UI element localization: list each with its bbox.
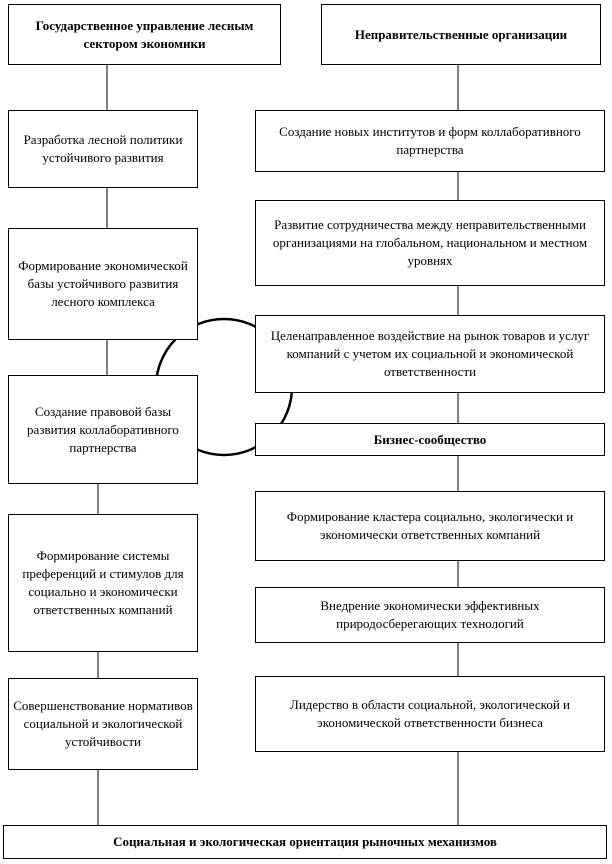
right-item-box: Развитие сотрудничества между неправительственными организациями на глобальном, национальном и местном уровнях (255, 200, 605, 286)
business-item-box: Формирование кластера социально, экологически и экономически ответственных компаний (255, 491, 605, 561)
right-item-box: Целенаправленное воздействие на рынок товаров и услуг компаний с учетом их социальной и экономической ответственности (255, 315, 605, 393)
bottom-result-box: Социальная и экологическая ориентация рыночных механизмов (3, 825, 607, 859)
left-item-box: Создание правовой базы развития коллаборативного партнерства (8, 375, 198, 484)
right-item-box: Создание новых институтов и форм коллаборативного партнерства (255, 110, 605, 172)
right-header-box: Неправительственные организации (321, 4, 601, 65)
left-header-box: Государственное управление лесным сектором экономики (8, 4, 281, 65)
business-item-box: Внедрение экономически эффективных природосберегающих технологий (255, 587, 605, 643)
business-community-box: Бизнес-сообщество (255, 423, 605, 456)
left-item-box: Совершенствование нормативов социальной и экологической устойчивости (8, 678, 198, 770)
left-item-box: Разработка лесной политики устойчивого развития (8, 110, 198, 188)
business-item-box: Лидерство в области социальной, экологической и экономической ответственности бизнеса (255, 676, 605, 752)
left-item-box: Формирование экономической базы устойчивого развития лесного комплекса (8, 228, 198, 340)
left-item-box: Формирование системы преференций и стимулов для социально и экономически ответственных компаний (8, 514, 198, 652)
